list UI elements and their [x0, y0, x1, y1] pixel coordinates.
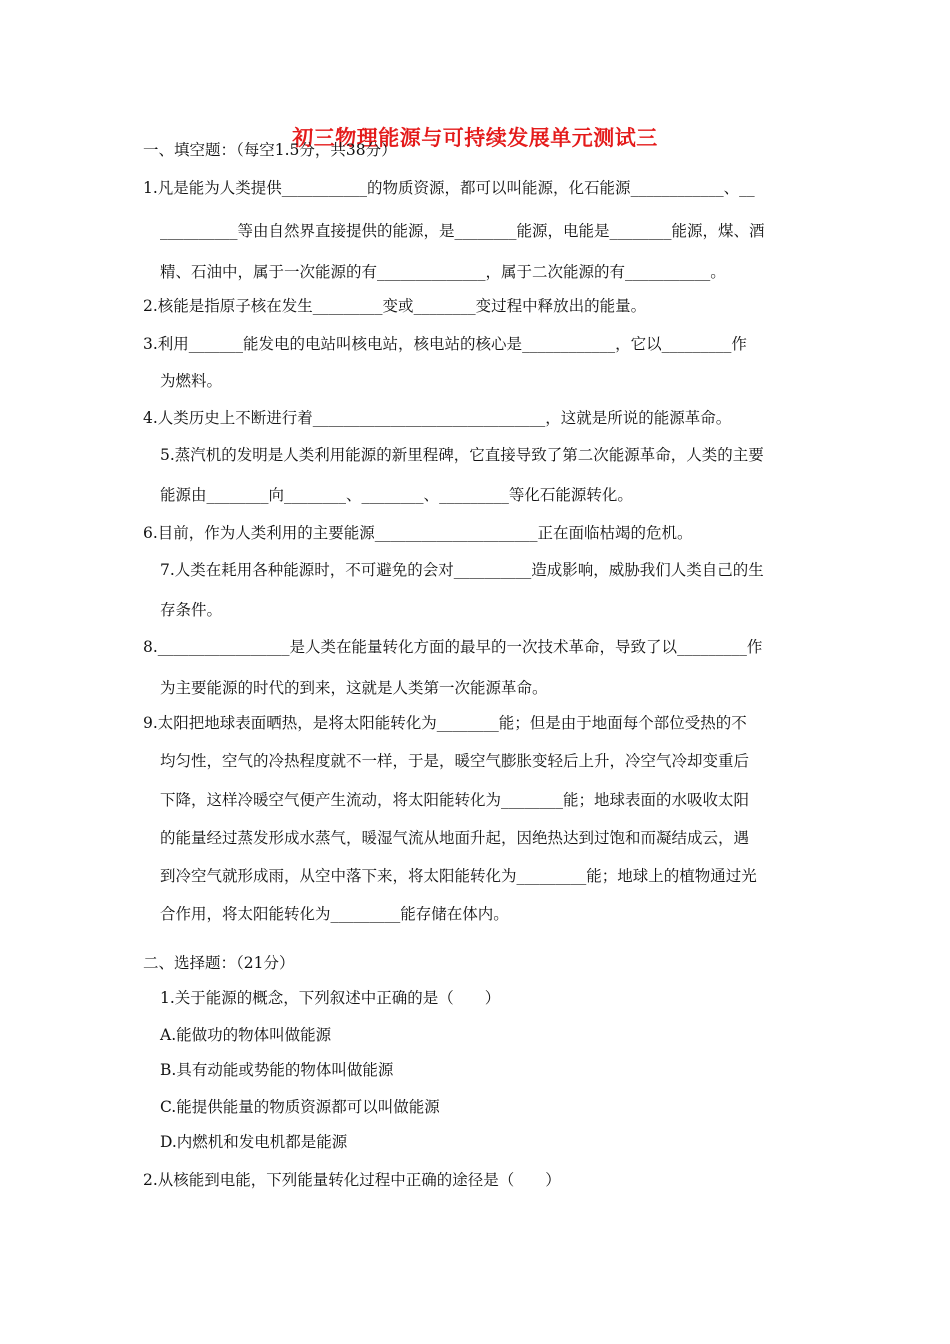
line-text: 能源由 [160, 486, 207, 504]
text-line [143, 408, 731, 428]
line-text: 能源，煤、酒 [671, 222, 765, 240]
text-line [143, 334, 747, 354]
answer-blank[interactable]: _________ [330, 905, 401, 923]
answer-blank[interactable]: _________________ [157, 638, 290, 656]
line-text: 能发电的电站叫核电站，核电站的核心是 [243, 335, 523, 353]
line-text: 7.人类在耗用各种能源时，不可避免的会对 [160, 561, 454, 579]
answer-blank[interactable]: ____________ [522, 335, 616, 353]
line-text: 是人类在能量转化方面的最早的一次技术革命，导致了以 [289, 638, 678, 656]
text-line [160, 1025, 331, 1045]
text-line [160, 790, 749, 810]
line-text: 能源，电能是 [516, 222, 610, 240]
line-text: 二、选择题：（21分） [143, 954, 295, 972]
text-line [160, 828, 749, 848]
text-line [143, 953, 294, 973]
answer-blank[interactable]: ________ [413, 297, 476, 315]
answer-blank[interactable]: ______________ [377, 263, 486, 281]
line-text: 一、填空题：（每空1.5分，共38分） [143, 141, 397, 159]
text-line [143, 178, 755, 198]
text-line [143, 637, 762, 657]
line-text: D.内燃机和发电机都是能源 [160, 1133, 348, 1151]
line-text: 能；地球表面的水吸收太阳 [563, 791, 750, 809]
line-text: 造成影响，威胁我们人类自己的生 [531, 561, 764, 579]
answer-blank[interactable]: _________ [661, 335, 732, 353]
line-text: 变过程中释放出的能量。 [475, 297, 647, 315]
line-text: 、 [723, 179, 740, 197]
line-text: 5.蒸汽机的发明是人类利用能源的新里程碑，它直接导致了第二次能源革命，人类的主要 [160, 446, 764, 464]
line-text: 的物质资源，都可以叫能源，化石能源 [367, 179, 631, 197]
text-line [160, 988, 500, 1008]
line-text: 作 [746, 638, 763, 656]
text-line [143, 713, 747, 733]
text-line [143, 1170, 561, 1190]
text-line [160, 1132, 347, 1152]
answer-blank[interactable]: ________ [284, 486, 347, 504]
document-title: 初三物理能源与可持续发展单元测试三 [292, 125, 658, 150]
line-text: 到冷空气就形成雨，从空中落下来，将太阳能转化为 [160, 867, 517, 885]
line-text: 9.太阳把地球表面晒热，是将太阳能转化为 [143, 714, 437, 732]
answer-blank[interactable]: ________ [501, 791, 564, 809]
line-text: 为主要能源的时代的到来，这就是人类第一次能源革命。 [160, 679, 548, 697]
line-text: 等由自然界直接提供的能源，是 [237, 222, 455, 240]
answer-blank[interactable]: ________ [206, 486, 269, 504]
line-text: B.具有动能或势能的物体叫做能源 [160, 1061, 394, 1079]
answer-blank[interactable]: _________ [677, 638, 747, 656]
line-text: 等化石能源转化。 [508, 486, 633, 504]
answer-blank[interactable]: _________ [312, 297, 383, 315]
answer-blank[interactable]: __________ [453, 561, 532, 579]
line-text: 下降，这样冷暖空气便产生流动，将太阳能转化为 [160, 791, 502, 809]
line-text: 1.关于能源的概念，下列叙述中正确的是（ ） [160, 989, 501, 1007]
line-text: 的能量经过蒸发形成水蒸气，暖湿气流从地面升起，因绝热达到过饱和而凝结成云，遇 [160, 829, 750, 847]
line-text: 、 [423, 486, 440, 504]
line-text: 6.目前，作为人类利用的主要能源 [143, 524, 375, 542]
line-text: 3.利用 [143, 335, 189, 353]
line-text: 向 [268, 486, 285, 504]
answer-blank[interactable]: ________ [436, 714, 499, 732]
answer-blank[interactable]: ___________ [625, 263, 711, 281]
answer-blank[interactable]: _________ [439, 486, 509, 504]
text-line [160, 904, 509, 924]
text-line [160, 560, 764, 580]
line-text: 能；地球上的植物通过光 [586, 867, 757, 885]
line-text: 精、石油中，属于一次能源的有 [160, 263, 378, 281]
answer-blank[interactable]: ______________________________ [312, 409, 546, 427]
line-text: 能存储在体内。 [400, 905, 509, 923]
answer-blank[interactable]: ___________ [281, 179, 368, 197]
line-text: ，属于二次能源的有 [485, 263, 626, 281]
text-line [160, 1097, 440, 1117]
text-line [160, 866, 757, 886]
text-line [143, 296, 646, 316]
line-text: 2.核能是指原子核在发生 [143, 297, 313, 315]
line-text: A.能做功的物体叫做能源 [160, 1026, 332, 1044]
text-line [160, 221, 765, 241]
text-line [160, 1060, 393, 1080]
line-text: 合作用，将太阳能转化为 [160, 905, 331, 923]
line-text: 为燃料。 [160, 372, 223, 390]
text-line [143, 523, 693, 543]
line-text: 作 [731, 335, 747, 353]
line-text: 1.凡是能为人类提供 [143, 179, 282, 197]
line-text: 能；但是由于地面每个部位受热的不 [498, 714, 747, 732]
answer-blank[interactable]: ________ [454, 222, 517, 240]
text-line [160, 262, 726, 282]
line-text: 。 [710, 263, 726, 281]
line-text: 4.人类历史上不断进行着 [143, 409, 313, 427]
answer-blank[interactable]: _________ [516, 867, 587, 885]
line-text: C.能提供能量的物质资源都可以叫做能源 [160, 1098, 440, 1116]
text-line [160, 445, 764, 465]
line-text: ，这就是所说的能源革命。 [545, 409, 732, 427]
text-line [160, 371, 222, 391]
text-line [143, 140, 397, 160]
line-text: 变或 [382, 297, 414, 315]
line-text: 均匀性，空气的冷热程度就不一样，于是，暖空气膨胀变轻后上升，冷空气冷却变重后 [160, 752, 750, 770]
text-line [160, 678, 548, 698]
text-line [160, 600, 222, 620]
line-text: 、 [346, 486, 362, 504]
answer-blank[interactable]: _______ [188, 335, 244, 353]
answer-blank[interactable]: __ [739, 179, 755, 197]
text-line [160, 751, 749, 771]
answer-blank[interactable]: ____________ [630, 179, 724, 197]
line-text: ，它以 [615, 335, 662, 353]
line-text: 正在面临枯竭的危机。 [537, 524, 693, 542]
answer-blank[interactable]: ________ [361, 486, 424, 504]
answer-blank[interactable]: ________ [609, 222, 672, 240]
answer-blank[interactable]: __________ [160, 222, 238, 240]
answer-blank[interactable]: _____________________ [374, 524, 538, 542]
line-text: 2.从核能到电能，下列能量转化过程中正确的途径是（ ） [143, 1171, 561, 1189]
line-text: 存条件。 [160, 601, 223, 619]
line-text: 8. [143, 638, 158, 656]
text-line [160, 485, 633, 505]
